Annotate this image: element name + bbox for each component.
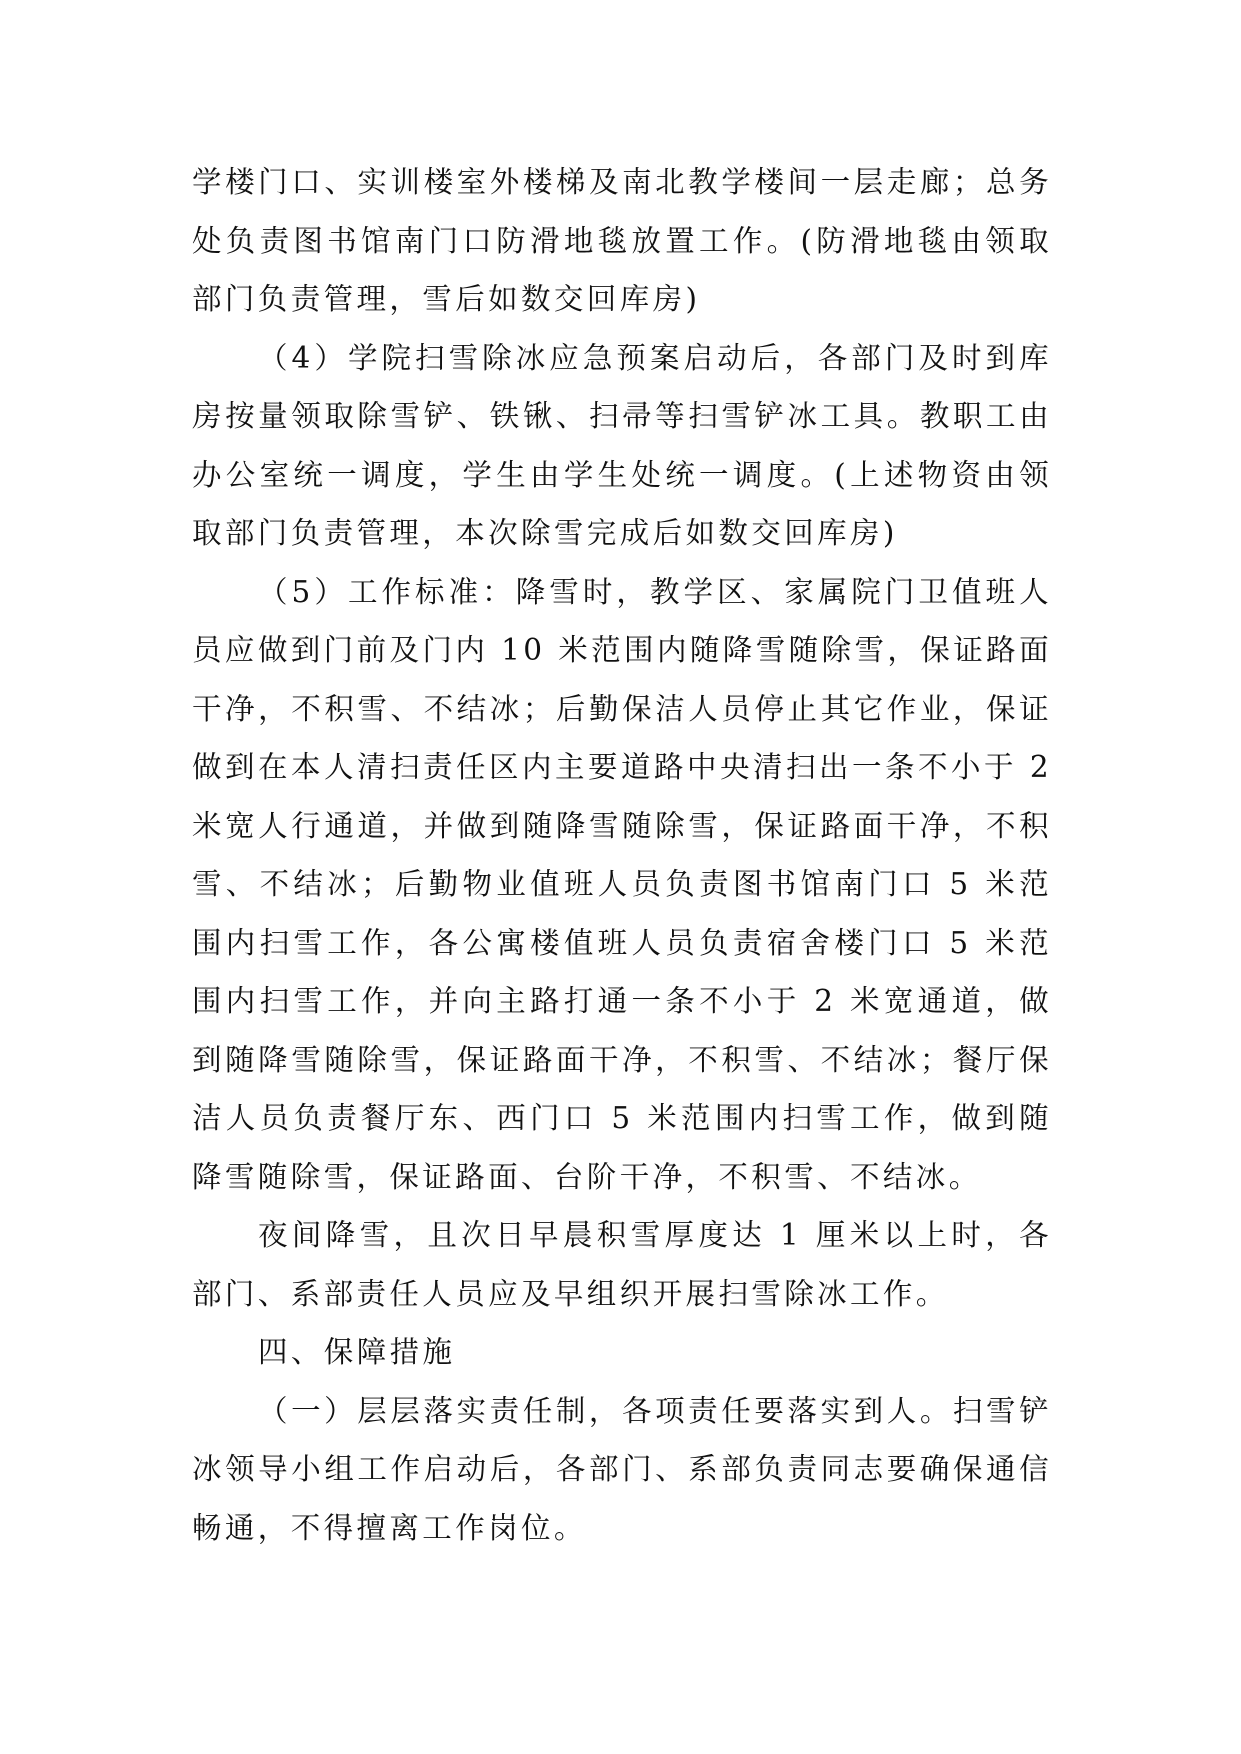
paragraph-1: 学楼门口、实训楼室外楼梯及南北教学楼间一层走廊；总务处负责图书馆南门口防滑地毯放置工作。(防滑地毯由领取部门负责管理，雪后如数交回库房)	[192, 165, 1052, 316]
section-heading: 四、保障措施	[258, 1335, 456, 1369]
document-page	[192, 153, 1065, 1557]
paragraph-3: （5）工作标准：降雪时，教学区、家属院门卫值班人员应做到门前及门内 10 米范围内随降雪随除雪，保证路面干净，不积雪、不结冰；后勤保洁人员停止其它作业，保证做到在本人清扫责任区内主要道路中央清扫出一条不小于 2 米宽人行通道，并做到随降雪随除雪，保证路面干净，不积雪、不结冰；后勤物业值班人员负责图书馆南门口 5 米范围内扫雪工作，各公寓楼值班人员负责宿舍楼门口 5 米范围内扫雪工作，并向主路打通一条不小于 2 米宽通道，做到随降雪随除雪，保证路面干净，不积雪、不结冰；餐厅保洁人员负责餐厅东、西门口 5 米范围内扫雪工作，做到随降雪随除雪，保证路面、台阶干净，不积雪、不结冰。	[192, 574, 1065, 1194]
paragraph-4: 夜间降雪，且次日早晨积雪厚度达 1 厘米以上时，各部门、系部责任人员应及早组织开展扫雪除冰工作。	[192, 1218, 1052, 1311]
paragraph-5: （一）层层落实责任制，各项责任要落实到人。扫雪铲冰领导小组工作启动后，各部门、系部负责同志要确保通信畅通，不得擅离工作岗位。	[192, 1393, 1052, 1545]
paragraph-2: （4）学院扫雪除冰应急预案启动后，各部门及时到库房按量领取除雪铲、铁锹、扫帚等扫雪铲冰工具。教职工由办公室统一调度，学生由学生处统一调度。(上述物资由领取部门负责管理，本次除雪完成后如数交回库房)	[192, 340, 1052, 550]
